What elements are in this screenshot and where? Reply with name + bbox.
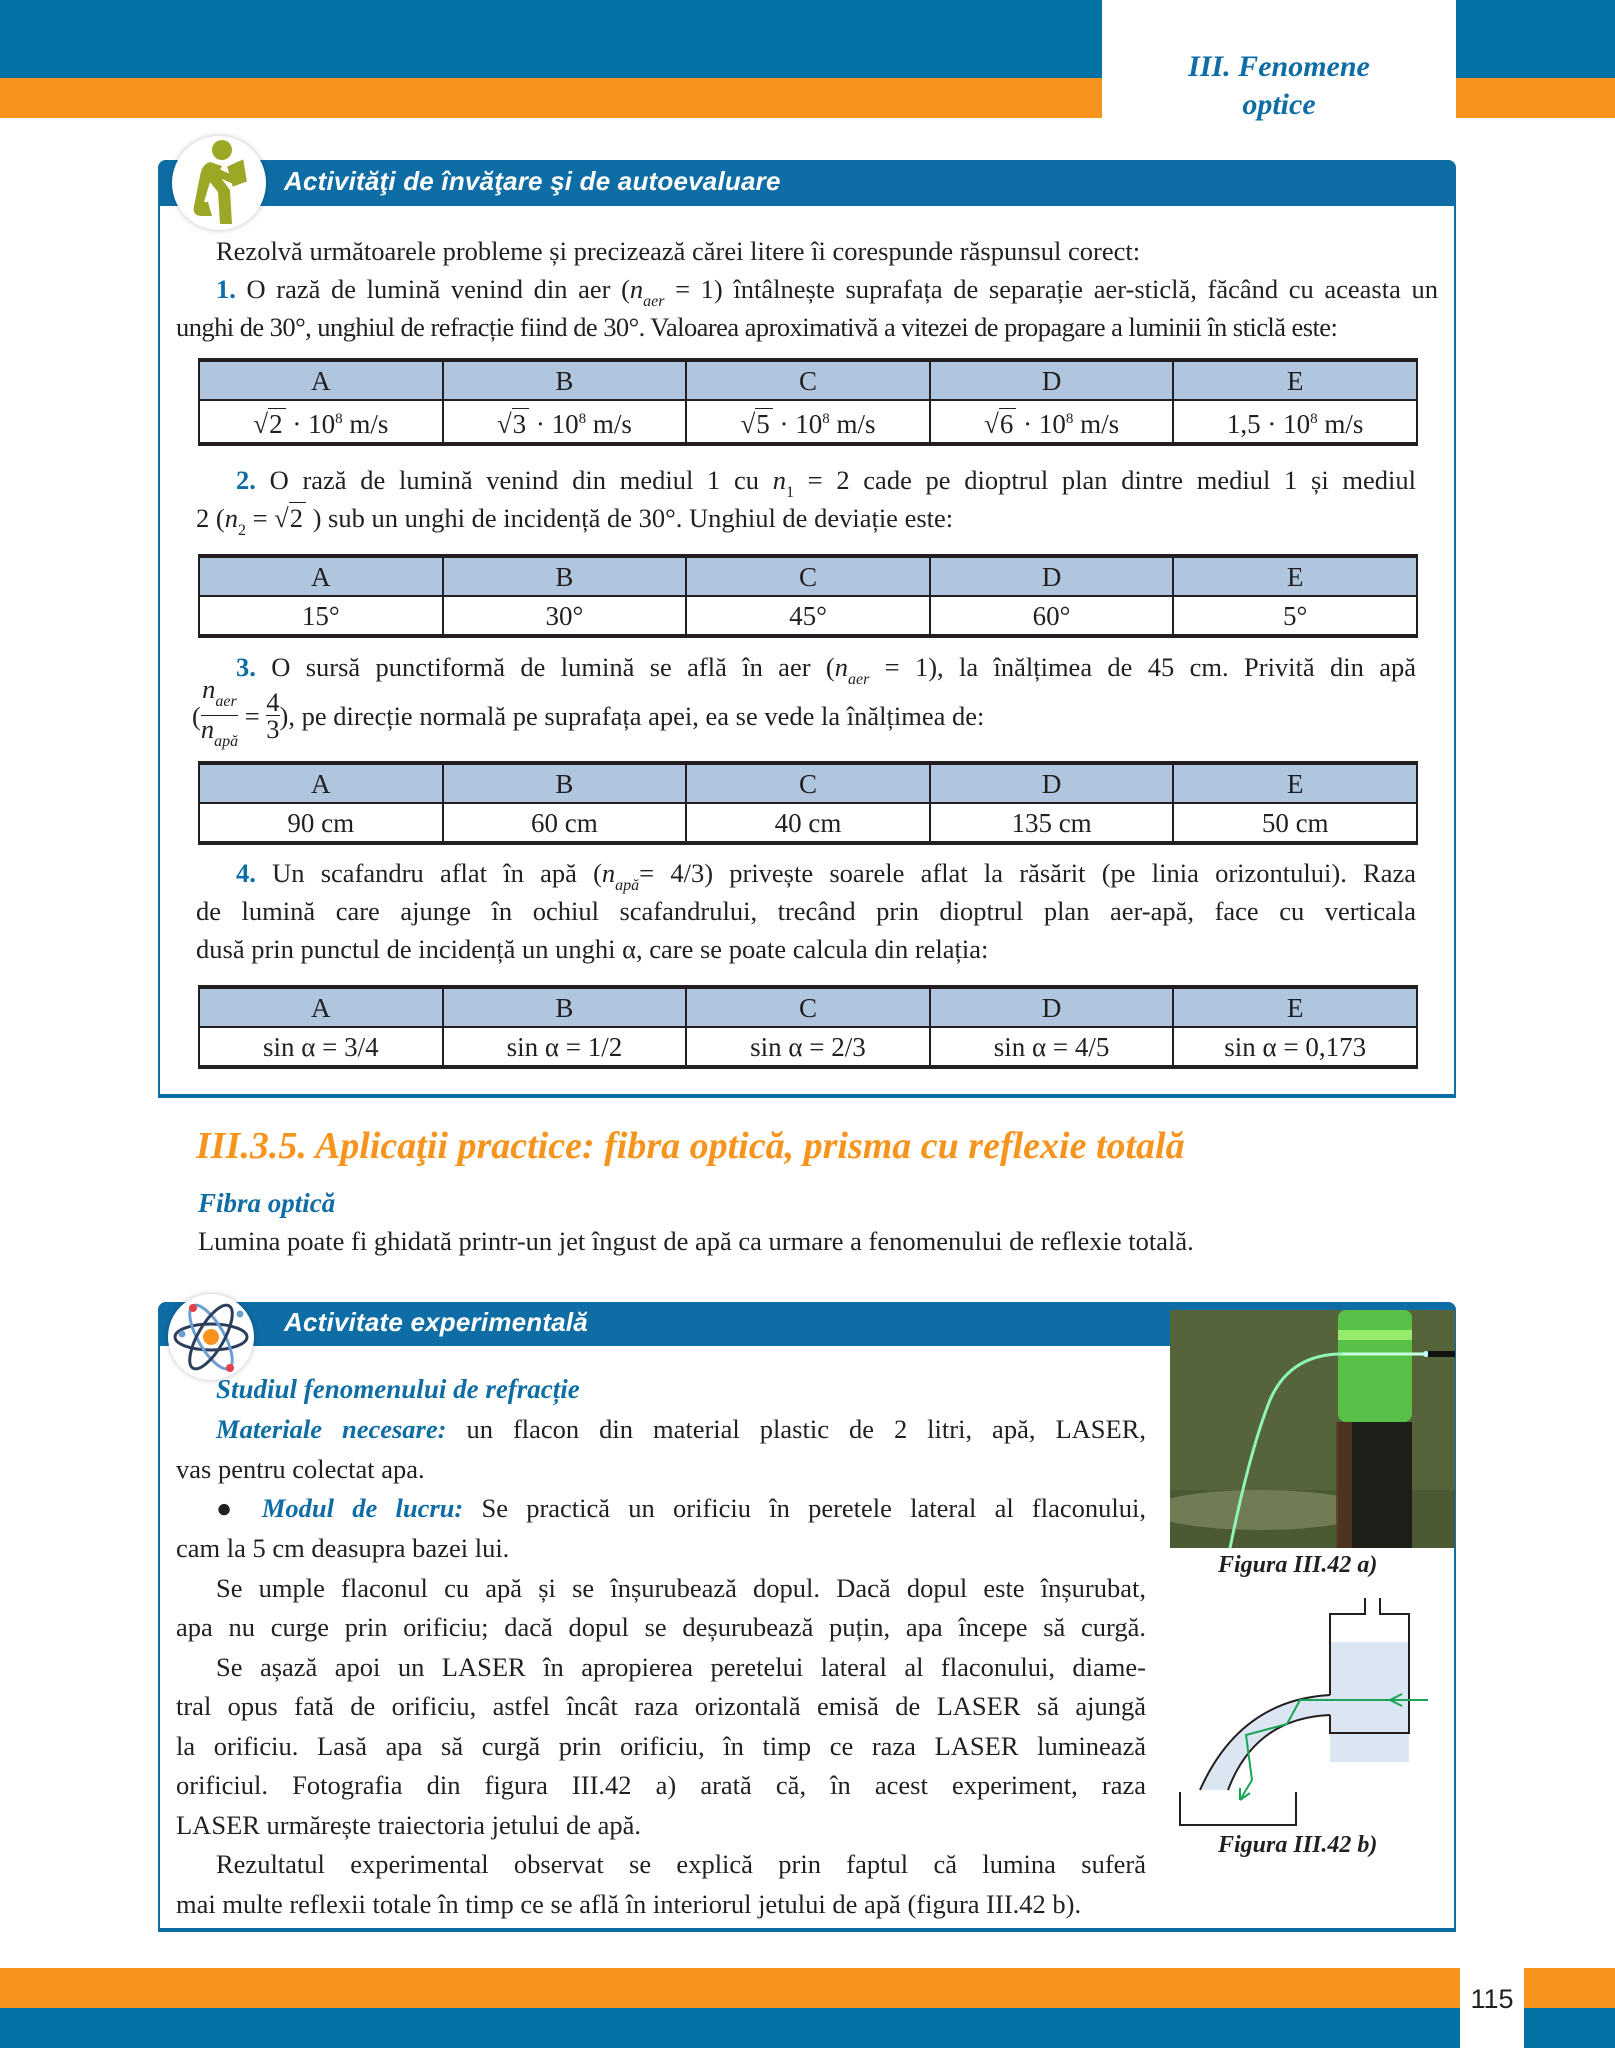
problem-2-line1: 2. O rază de lumină venind din mediul 1 cu $n_1 = 2$ cade pe dioptrul plan dintre mediul 1 și mediul — [236, 465, 1417, 501]
materials-cont: vas pentru colectat apa. — [176, 1454, 425, 1484]
option-letter: C — [686, 763, 930, 803]
bottom-blue-band — [0, 2008, 1615, 2048]
page-number-box — [1460, 1968, 1524, 2048]
option-letter: C — [686, 360, 930, 400]
option-letter: B — [443, 556, 687, 596]
problem-4-line1: 4. Un scafandru aflat în apă $(n_{apă}= 4/3)$ privește soarele aflat la răsărit (pe linia orizontului). Raza — [236, 858, 1417, 894]
option-value: 60 cm — [443, 803, 687, 843]
problem-number: 1. — [216, 274, 236, 304]
problem-1-line1: 1. O rază de lumină venind din aer $(n_{aer} = 1)$ întâlnește suprafața de separație aer-sticlă, făcând cu aceasta un — [216, 274, 1438, 310]
option-letter: B — [443, 360, 687, 400]
paragraph-2-line5: LASER urmărește traiectoria jetului de apă. — [176, 1810, 642, 1840]
answer-table-1 — [198, 358, 1418, 446]
paragraph-2-line3: la orificiu. Lasă apa să curgă prin orificiu, în timp ce raza LASER luminează — [176, 1731, 1146, 1761]
option-letter: E — [1173, 360, 1417, 400]
option-letter: D — [930, 556, 1174, 596]
answer-table-3 — [198, 761, 1418, 845]
option-value: sin α = 1/2 — [443, 1027, 687, 1067]
option-value: $√3 \cdot 10^8$ m/s — [443, 400, 687, 444]
bottom-orange-band — [0, 1968, 1615, 2008]
option-letter: D — [930, 360, 1174, 400]
materials-line: Materiale necesare: un flacon din material plastic de 2 litri, apă, LASER, — [216, 1414, 1146, 1444]
paragraph-2-line1: Se așază apoi un LASER în apropierea peretelui lateral al flaconului, diame- — [216, 1652, 1146, 1682]
box-header — [158, 160, 1456, 206]
reading-person-icon — [172, 136, 266, 230]
option-value: 135 cm — [930, 803, 1174, 843]
figure-a-caption: Figura III.42 a) — [1218, 1552, 1378, 1578]
option-letter: A — [199, 763, 443, 803]
section-paragraph: Lumina poate fi ghidată printr-un jet îngust de apă ca urmare a fenomenului de reflexie totală. — [198, 1226, 1194, 1256]
option-letter: C — [686, 556, 930, 596]
option-letter: C — [686, 987, 930, 1027]
chapter-label — [1102, 0, 1456, 128]
option-letter: A — [199, 987, 443, 1027]
option-letter: B — [443, 763, 687, 803]
option-letter: E — [1173, 556, 1417, 596]
option-letter: B — [443, 987, 687, 1027]
option-value: $√2 \cdot 10^8$ m/s — [199, 400, 443, 444]
atom-icon — [168, 1294, 254, 1380]
figure-a-photo — [1170, 1310, 1455, 1548]
problem-3-line2: ( $\frac{n_{aer}}{n_{apă}}$ = $\frac{4}{3}$ ), pe direcție normală pe suprafața apei, ea se vede la înălțimea de: — [192, 676, 984, 755]
option-value: 60° — [930, 596, 1174, 636]
option-letter: A — [199, 556, 443, 596]
problem-4-line2: de lumină care ajunge în ochiul scafandrului, trecând prin dioptrul plan aer-apă, face cu verticala — [196, 896, 1416, 926]
option-value: $√6 \cdot 10^8$ m/s — [930, 400, 1174, 444]
page-number: 115 — [1470, 1984, 1514, 2014]
paragraph-3-line1: Rezultatul experimental observat se explică prin faptul că lumina suferă — [216, 1849, 1146, 1879]
option-value: sin α = 3/4 — [199, 1027, 443, 1067]
index-ratio-fraction: $\frac{n_{aer}}{n_{apă}}$ — [200, 674, 239, 750]
figure-b-caption: Figura III.42 b) — [1218, 1832, 1378, 1858]
option-value: sin α = 0,173 — [1173, 1027, 1417, 1067]
answer-table-2 — [198, 554, 1418, 638]
option-letter: A — [199, 360, 443, 400]
section-heading: III.3.5. Aplicaţii practice: fibra optică, prisma cu reflexie totală — [196, 1125, 1185, 1167]
chapter-title-line1: III. Fenomene — [1188, 50, 1370, 83]
subsection-heading: Fibra optică — [198, 1188, 336, 1218]
option-value: 90 cm — [199, 803, 443, 843]
problem-4-line3: dusă prin punctul de incidență un unghi α, care se poate calcula din relația: — [196, 934, 989, 964]
option-value: 40 cm — [686, 803, 930, 843]
paragraph-1-line1: Se umple flaconul cu apă și se înșurubează dopul. Dacă dopul este înșurubat, — [216, 1573, 1146, 1603]
answer-table-4 — [198, 985, 1418, 1069]
method-line: ● Modul de lucru: Se practică un orificiu în peretele lateral al flaconului, — [216, 1493, 1146, 1523]
problem-2-line2: 2 ($n_2 = √2$ ) sub un unghi de incidență de 30°. Unghiul de deviație este: — [196, 503, 954, 539]
paragraph-1-line2: apa nu curge prin orificiu; dacă dopul se deșurubează puțin, apa începe să curgă. — [176, 1612, 1146, 1642]
option-letter: E — [1173, 987, 1417, 1027]
option-letter: E — [1173, 763, 1417, 803]
box-title: Activitate experimentală — [284, 1307, 588, 1337]
method-cont: cam la 5 cm deasupra bazei lui. — [176, 1533, 510, 1563]
problem-3-line1: 3. O sursă punctiformă de lumină se află în aer $(n_{aer} = 1)$, la înălțimea de 45 cm. Privită din apă — [236, 652, 1417, 688]
option-letter: D — [930, 763, 1174, 803]
option-value: 45° — [686, 596, 930, 636]
experiment-study-title: Studiul fenomenului de refracție — [216, 1374, 580, 1404]
problem-1-line2: unghi de 30°, unghiul de refracție fiind de 30°. Valoarea aproximativă a vitezei de propagare a luminii în sticlă este: — [176, 312, 1338, 342]
box-title: Activităţi de învăţare şi de autoevaluare — [284, 166, 781, 196]
option-letter: D — [930, 987, 1174, 1027]
paragraph-2-line2: tral opus fată de orificiu, astfel încât raza orizontală emisă de LASER să ajungă — [176, 1691, 1146, 1721]
option-value: 5° — [1173, 596, 1417, 636]
paragraph-3-line2: mai multe reflexii totale în timp ce se află în interiorul jetului de apă (figura III.42 b). — [176, 1889, 1082, 1919]
instructions-text: Rezolvă următoarele probleme și precizează cărei litere îi corespunde răspunsul corect: — [216, 236, 1141, 266]
paragraph-2-line4: orificiul. Fotografia din figura III.42 a) arată că, în acest experiment, raza — [176, 1770, 1146, 1800]
option-value: 30° — [443, 596, 687, 636]
option-value: 15° — [199, 596, 443, 636]
figure-b-diagram — [1170, 1590, 1455, 1830]
chapter-title-line2: optice — [1242, 88, 1316, 121]
option-value: sin α = 2/3 — [686, 1027, 930, 1067]
option-value: $1,5 \cdot 10^8$ m/s — [1173, 400, 1417, 444]
option-value: sin α = 4/5 — [930, 1027, 1174, 1067]
option-value: 50 cm — [1173, 803, 1417, 843]
option-value: $√5 \cdot 10^8$ m/s — [686, 400, 930, 444]
